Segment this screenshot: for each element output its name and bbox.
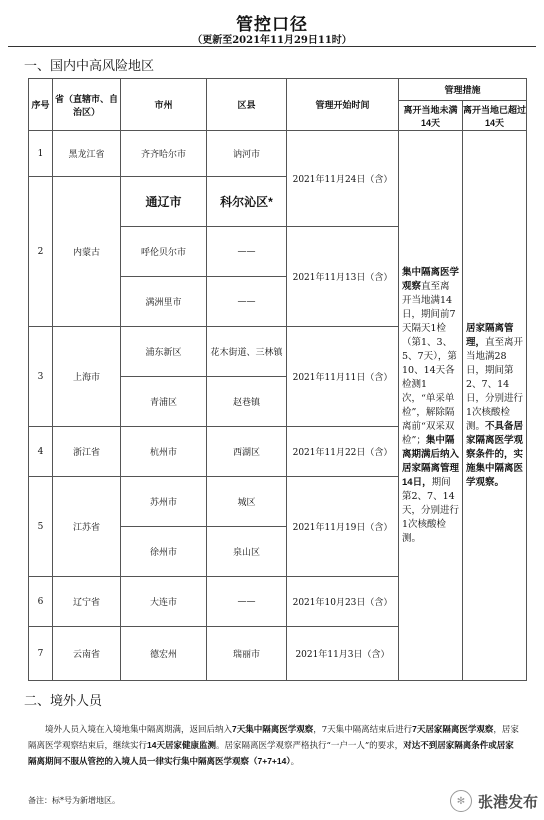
header-seq: 序号 — [29, 79, 53, 131]
cell-district: —— — [207, 577, 287, 627]
cell-district: 讷河市 — [207, 131, 287, 177]
cell-district: 瑞丽市 — [207, 627, 287, 681]
risk-area-table — [28, 78, 527, 681]
cell-district: —— — [207, 277, 287, 327]
overseas-text-c: ，7天集中隔离结束后进行 — [313, 725, 413, 735]
watermark — [450, 790, 538, 812]
cell-city: 青浦区 — [121, 377, 207, 427]
table-row — [29, 131, 527, 177]
cell-seq: 1 — [29, 131, 53, 177]
cell-start: 2021年11月13日（含） — [287, 227, 399, 327]
cell-start: 2021年11月24日（含） — [287, 131, 399, 227]
measure-under-14-detail: 直至离开当地满14日，期间前7天隔天1检（第1、3、5、7天），第10、14天各检测1次，“单采单检”，解除隔离前“双采双检”； — [402, 280, 457, 446]
measure-over-14-detail: 直至离开当地满28日，期间第2、7、14日，分别进行1次核酸检测。 — [466, 336, 524, 432]
section-heading-domestic: 一、国内中高风险地区 — [24, 58, 155, 73]
cell-start: 2021年11月22日（含） — [287, 427, 399, 477]
section-heading-overseas: 二、境外人员 — [24, 693, 103, 708]
cell-start: 2021年10月23日（含） — [287, 577, 399, 627]
header-district: 区县 — [207, 79, 287, 131]
overseas-text-i: 。 — [290, 757, 300, 767]
cell-province: 上海市 — [53, 327, 121, 427]
cell-district: 科尔沁区* — [207, 177, 287, 227]
overseas-paragraph — [28, 722, 522, 770]
cell-district: 赵巷镇 — [207, 377, 287, 427]
page-title: 管控口径 — [236, 15, 308, 35]
wechat-icon: ✻ — [450, 790, 472, 812]
cell-start: 2021年11月19日（含） — [287, 477, 399, 577]
cell-city: 杭州市 — [121, 427, 207, 477]
measure-over-14-heading: 居家隔离管理， — [466, 322, 514, 348]
footnote: 备注：标*号为新增地区。 — [28, 796, 120, 805]
cell-province: 内蒙古 — [53, 177, 121, 327]
overseas-text-b: 7天集中隔离医学观察 — [232, 724, 314, 734]
cell-start: 2021年11月11日（含） — [287, 327, 399, 427]
cell-city: 徐州市 — [121, 527, 207, 577]
cell-seq: 6 — [29, 577, 53, 627]
cell-city: 呼伦贝尔市 — [121, 227, 207, 277]
cell-province: 黑龙江省 — [53, 131, 121, 177]
header-under-14: 离开当地未满14天 — [399, 101, 463, 131]
header-over-14: 离开当地已超过14天 — [463, 101, 527, 131]
cell-district: 西湖区 — [207, 427, 287, 477]
cell-city: 德宏州 — [121, 627, 207, 681]
overseas-text-g: 。居家隔离医学观察严格执行“一户一人”的要求， — [215, 741, 404, 751]
cell-city: 齐齐哈尔市 — [121, 131, 207, 177]
cell-city: 浦东新区 — [121, 327, 207, 377]
overseas-text-f: 14天居家健康监测 — [147, 740, 216, 750]
cell-city: 满洲里市 — [121, 277, 207, 327]
overseas-text-h: 对达不到居家隔离条件或居家隔离期间不服从管控的入境人员一律实行集中隔离医学观察（7+7+14） — [28, 740, 514, 766]
cell-province: 浙江省 — [53, 427, 121, 477]
cell-district: —— — [207, 227, 287, 277]
cell-district: 花木街道、三林镇 — [207, 327, 287, 377]
measure-over-14-fallback: 不具备居家隔离医学观察条件的，实施集中隔离医学观察。 — [466, 420, 524, 488]
measure-under-14-tests: 期间第2、7、14天，分别进行1次核酸检测。 — [402, 476, 460, 544]
cell-province: 云南省 — [53, 627, 121, 681]
cell-province: 江苏省 — [53, 477, 121, 577]
measure-under-14-heading: 集中隔离医学观察 — [402, 266, 460, 292]
measure-under-14-home: 集中隔离期满后纳入居家隔离管理14日， — [402, 434, 460, 488]
divider — [8, 46, 536, 47]
cell-seq: 3 — [29, 327, 53, 427]
cell-province: 辽宁省 — [53, 577, 121, 627]
header-city: 市州 — [121, 79, 207, 131]
cell-district: 城区 — [207, 477, 287, 527]
cell-city: 大连市 — [121, 577, 207, 627]
overseas-text-a: 境外人员入境在入境地集中隔离期满，返回后纳入 — [45, 725, 233, 735]
cell-seq: 2 — [29, 177, 53, 327]
header-measures: 管理措施 — [399, 79, 527, 101]
header-start-time: 管理开始时间 — [287, 79, 399, 131]
cell-district: 泉山区 — [207, 527, 287, 577]
page-subtitle: （更新至2021年11月29日11时） — [192, 35, 352, 46]
cell-seq: 4 — [29, 427, 53, 477]
watermark-text: 张港发布 — [477, 793, 538, 811]
cell-city: 苏州市 — [121, 477, 207, 527]
header-province: 省（直辖市、自治区） — [53, 79, 121, 131]
cell-seq: 5 — [29, 477, 53, 577]
cell-seq: 7 — [29, 627, 53, 681]
measure-over-14 — [463, 131, 527, 681]
cell-city: 通辽市 — [121, 177, 207, 227]
overseas-text-d: 7天居家隔离医学观察 — [412, 724, 494, 734]
measure-under-14 — [399, 131, 463, 681]
overseas-text-e: ，居家隔离医学观察结束后，继续实行 — [28, 725, 519, 751]
cell-start: 2021年11月3日（含） — [287, 627, 399, 681]
